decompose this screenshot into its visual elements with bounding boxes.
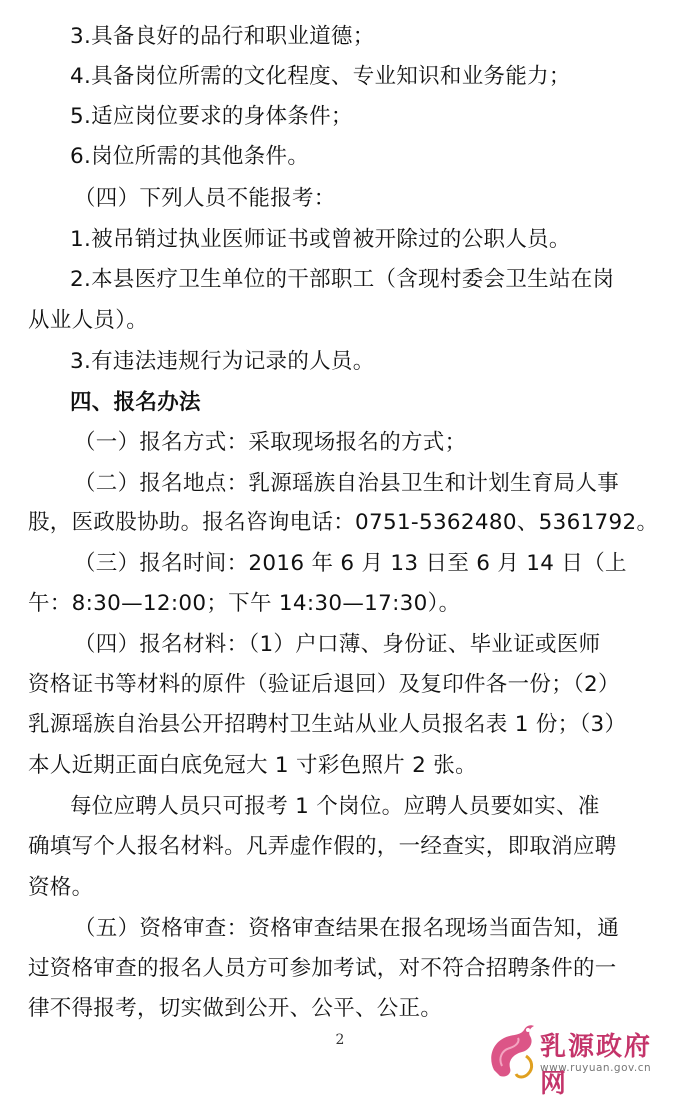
text-line: 5.适应岗位要求的身体条件； bbox=[70, 104, 353, 129]
text-line: 从业人员）。 bbox=[28, 308, 149, 333]
text-line: 确填写个人报名材料。凡弄虚作假的，一经查实，即取消应聘 bbox=[28, 834, 617, 859]
watermark-url: www.ruyuan.gov.cn bbox=[540, 1062, 652, 1074]
text-line: 1.被吊销过执业医师证书或曾被开除过的公职人员。 bbox=[70, 227, 571, 252]
text-line: 午：8:30—12:00；下午 14:30—17:30）。 bbox=[28, 591, 461, 616]
text-line: 资格证书等材料的原件（验证后退回）及复印件各一份；（2） bbox=[28, 672, 620, 697]
text-line: 2.本县医疗卫生单位的干部职工（含现村委会卫生站在岗 bbox=[70, 267, 615, 292]
text-line: 资格。 bbox=[28, 875, 94, 900]
section-heading: 四、报名办法 bbox=[70, 390, 201, 415]
watermark-title: 乳源政府网 bbox=[540, 1032, 653, 1099]
text-line: 每位应聘人员只可报考 1 个岗位。应聘人员要如实、准 bbox=[70, 794, 600, 819]
text-line: （五）资格审查：资格审查结果在报名现场当面告知，通 bbox=[74, 916, 620, 941]
text-line: 本人近期正面白底免冠大 1 寸彩色照片 2 张。 bbox=[28, 753, 477, 778]
text-line: 3.具备良好的品行和职业道德； bbox=[70, 24, 375, 49]
text-line: 6.岗位所需的其他条件。 bbox=[70, 144, 310, 169]
text-line: （四）报名材料：（1）户口薄、身份证、毕业证或医师 bbox=[74, 632, 601, 657]
text-line: （一）报名方式：采取现场报名的方式； bbox=[74, 430, 467, 455]
dragon-logo-icon bbox=[482, 1016, 542, 1086]
page-number: 2 bbox=[335, 1032, 345, 1048]
text-line: 乳源瑶族自治县公开招聘村卫生站从业人员报名表 1 份；（3） bbox=[28, 712, 627, 737]
text-line: 股，医政股协助。报名咨询电话：0751-5362480、5361792。 bbox=[28, 510, 659, 535]
text-line: 3.有违法违规行为记录的人员。 bbox=[70, 349, 375, 374]
text-line: （二）报名地点：乳源瑶族自治县卫生和计划生育局人事 bbox=[74, 471, 620, 496]
section-subheading: （四）下列人员不能报考： bbox=[74, 186, 336, 211]
site-watermark bbox=[482, 1016, 672, 1099]
text-line: 过资格审查的报名人员方可参加考试，对不符合招聘条件的一 bbox=[28, 956, 617, 981]
text-line: 律不得报考，切实做到公开、公平、公正。 bbox=[28, 996, 443, 1021]
text-line: 4.具备岗位所需的文化程度、专业知识和业务能力； bbox=[70, 64, 571, 89]
text-line: （三）报名时间：2016 年 6 月 13 日至 6 月 14 日（上 bbox=[74, 551, 627, 576]
